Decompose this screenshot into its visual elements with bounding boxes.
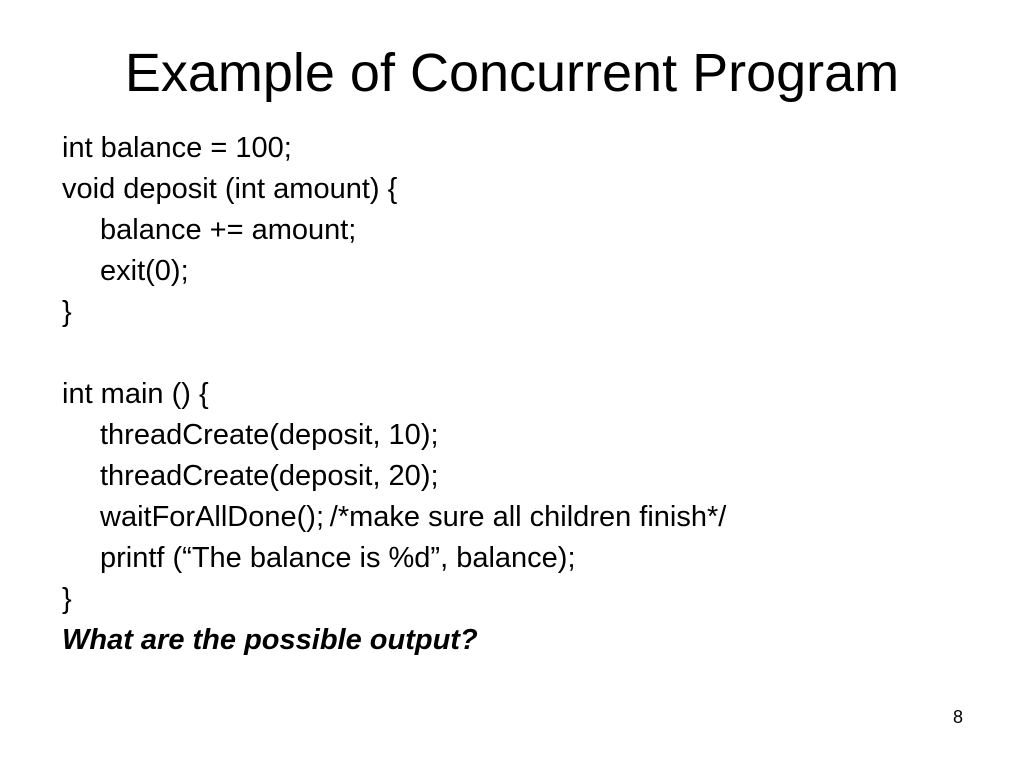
page-number: 8 bbox=[952, 707, 963, 727]
code-line-deposit-signature: void deposit (int amount) { bbox=[62, 173, 398, 205]
code-line-thread-create-10: threadCreate(deposit, 10); bbox=[100, 419, 439, 451]
question-text: What are the possible output? bbox=[62, 624, 478, 656]
code-line-balance-increment: balance += amount; bbox=[100, 214, 357, 246]
code-line-exit: exit(0); bbox=[100, 255, 189, 287]
code-line-deposit-close: } bbox=[62, 296, 72, 328]
code-line-printf: printf (“The balance is %d”, balance); bbox=[100, 542, 576, 574]
code-line-wait-for-all: waitForAllDone(); /*make sure all children finish*/ bbox=[100, 501, 727, 533]
slide-title: Example of Concurrent Program bbox=[124, 43, 900, 103]
code-line-main-close: } bbox=[62, 583, 72, 615]
code-line-thread-create-20: threadCreate(deposit, 20); bbox=[100, 460, 439, 492]
code-line-balance-declaration: int balance = 100; bbox=[62, 132, 292, 164]
code-line-main-signature: int main () { bbox=[62, 378, 209, 410]
code-block bbox=[62, 128, 982, 661]
code-line-blank bbox=[62, 333, 982, 374]
